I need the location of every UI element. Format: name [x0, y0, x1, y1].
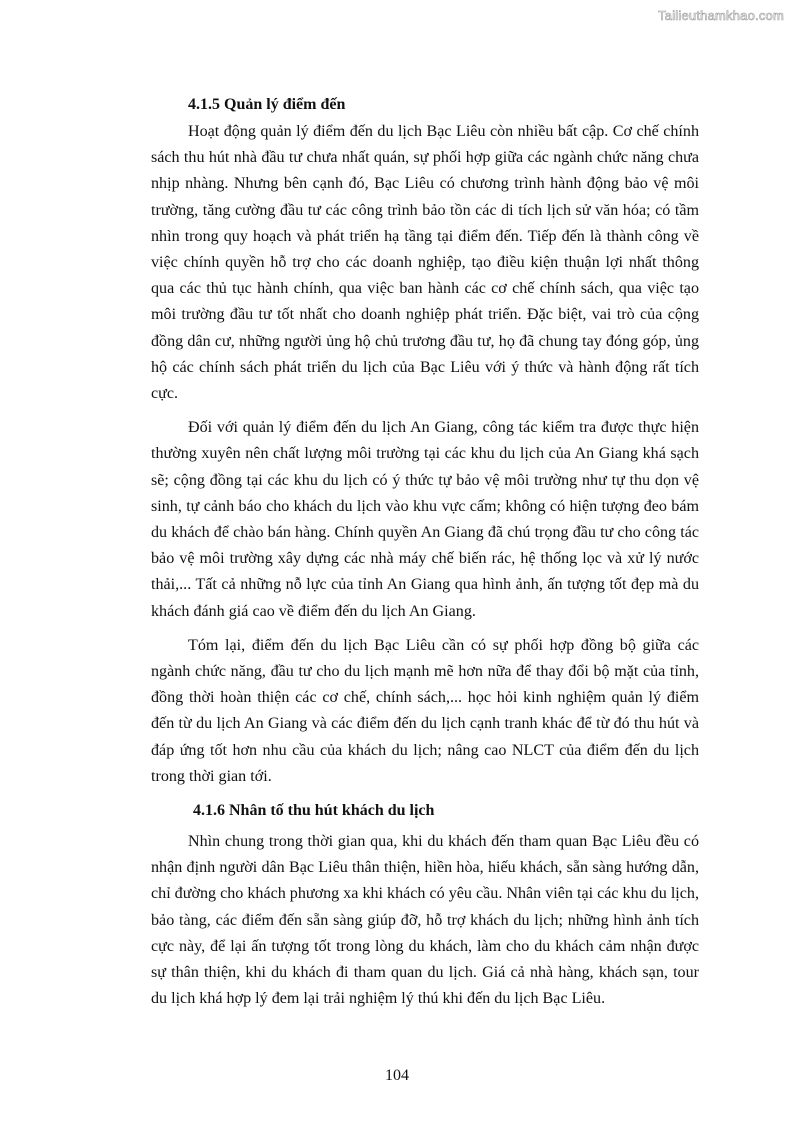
- paragraph: Đối với quản lý điểm đến du lịch An Giang, công tác kiểm tra được thực hiện thường xuyên nên chất lượng môi trường tại các khu du lịch của An Giang khá sạch sẽ; cộng đồng tại các khu du lịch có ý thức tự bảo vệ môi trường như tự thu dọn vệ sinh, tự cảnh báo cho khách du lịch vào khu vực cấm; không có hiện tượng đeo bám du khách để chào bán hàng. Chính quyền An Giang đã chú trọng đầu tư cho công tác bảo vệ môi trường xây dựng các nhà máy chế biến rác, hệ thống lọc và xử lý nước thải,... Tất cả những nỗ lực của tỉnh An Giang qua hình ảnh, ấn tượng tốt đẹp mà du khách đánh giá cao về điểm đến du lịch An Giang.: [151, 419, 699, 620]
- section-heading-4-1-5: 4.1.5 Quản lý điểm đến: [188, 96, 346, 113]
- watermark-text: Tailieuthamkhao.com: [658, 8, 784, 23]
- paragraph: Tóm lại, điểm đến du lịch Bạc Liêu cần có sự phối hợp đồng bộ giữa các ngành chức năng, đầu tư cho du lịch mạnh mẽ hơn nữa để thay đổi bộ mặt của tỉnh, đồng thời hoàn thiện các cơ chế, chính sách,... học hỏi kinh nghiệm quản lý điểm đến từ du lịch An Giang và các điểm đến du lịch cạnh tranh khác để từ đó thu hút và đáp ứng tốt hơn nhu cầu của khách du lịch; nâng cao NLCT của điểm đến du lịch trong thời gian tới.: [151, 636, 699, 785]
- section-heading-4-1-6: 4.1.6 Nhân tố thu hút khách du lịch: [193, 802, 435, 820]
- page-number: 104: [385, 1067, 409, 1084]
- paragraph: Nhìn chung trong thời gian qua, khi du khách đến tham quan Bạc Liêu đều có nhận định người dân Bạc Liêu thân thiện, hiền hòa, hiếu khách, sẵn sàng hướng dẫn, chỉ đường cho khách phương xa khi khách có yêu cầu. Nhân viên tại các khu du lịch, bảo tàng, các điểm đến sẵn sàng giúp đỡ, hỗ trợ khách du lịch; những hình ảnh tích cực này, để lại ấn tượng tốt trong lòng du khách, làm cho du khách cảm nhận được sự thân thiện, khi du khách đi tham quan du lịch. Giá cả nhà hàng, khách sạn, tour du lịch khá hợp lý đem lại trải nghiệm lý thú khi đến du lịch Bạc Liêu.: [151, 833, 699, 1008]
- document-body: [151, 92, 699, 1021]
- paragraph: Hoạt động quản lý điểm đến du lịch Bạc Liêu còn nhiều bất cập. Cơ chế chính sách thu hút nhà đầu tư chưa nhất quán, sự phối hợp giữa các ngành chức năng chưa nhịp nhàng. Nhưng bên cạnh đó, Bạc Liêu có chương trình hành động bảo vệ môi trường, tăng cường đầu tư các công trình bảo tồn các di tích lịch sử văn hóa; có tầm nhìn trong quy hoạch và phát triển hạ tầng tại điểm đến. Tiếp đến là thành công về việc chính quyền hỗ trợ cho các doanh nghiệp, tạo điều kiện thuận lợi nhất thông qua các thủ tục hành chính, qua việc ban hành các cơ chế chính sách, qua việc tạo môi trường đầu tư tốt nhất cho doanh nghiệp phát triển. Đặc biệt, vai trò của cộng đồng dân cư, những người ủng hộ chủ trương đầu tư, họ đã chung tay đóng góp, ủng hộ các chính sách phát triển du lịch của Bạc Liêu với ý thức và hành động rất tích cực.: [151, 123, 699, 403]
